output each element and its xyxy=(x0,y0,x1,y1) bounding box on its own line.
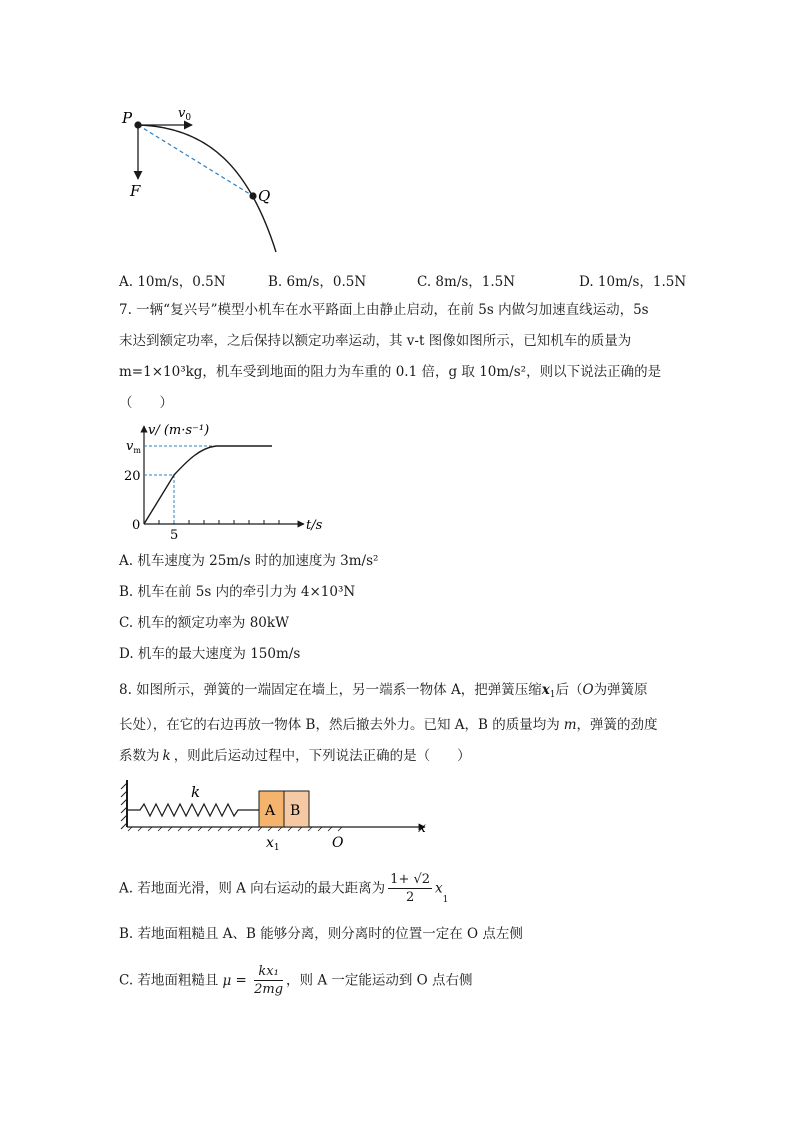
label-origin: 0 xyxy=(132,518,141,533)
q8-line-1: 8. 如图所示，弹簧的一端固定在墙上，另一端系一物体 A，把弹簧压缩$x_1$后（O为弹簧原 xyxy=(119,682,648,700)
chord-dashed xyxy=(138,125,253,196)
block-a-label: A xyxy=(265,803,276,819)
q7-option-d: D. 机车的最大速度为 150m/s xyxy=(119,646,301,662)
trajectory-figure xyxy=(110,95,300,260)
block-b-label: B xyxy=(290,803,301,819)
q6-option-b: B. 6m/s，0.5N xyxy=(268,274,367,290)
q6-option-a: A. 10m/s，0.5N xyxy=(119,274,226,290)
label-x-axis: x xyxy=(418,820,426,836)
fraction-c: $\frac{\text{kx₁}}{2mg}$ xyxy=(254,964,284,997)
q8-line-2: 长处），在它的右边再放一物体 B，然后撤去外力。已知 A，B 的质量均为 m，弹簧的劲度 xyxy=(119,717,658,733)
label-vm: $v_m$ xyxy=(126,439,141,455)
y-axis-label: v/ (m·s⁻¹) xyxy=(148,423,210,438)
q7-line-2: 末达到额定功率，之后保持以额定功率运动，其 v-t 图像如图所示，已知机车的质量为 xyxy=(119,333,632,349)
label-5: 5 xyxy=(170,528,179,543)
vt-graph xyxy=(118,420,338,545)
fraction-a: $\frac{1+ √2}{2}$ xyxy=(390,872,431,905)
label-20: 20 xyxy=(124,469,141,484)
label-f: F xyxy=(130,182,141,200)
label-k: k xyxy=(191,783,201,801)
point-p xyxy=(134,121,141,128)
q8-option-b: B. 若地面粗糙且 A、B 能够分离，则分离时的位置一定在 O 点左侧 xyxy=(119,926,523,942)
q8-option-a: A. 若地面光滑，则 A 向右运动的最大距离为 $\frac{1+ √2}{2}$ $x_1$ xyxy=(119,872,449,905)
trajectory-curve xyxy=(138,125,276,252)
q7-option-b: B. 机车在前 5s 内的牵引力为 4×10³N xyxy=(119,584,356,600)
q8-option-c: C. 若地面粗糙且 μ = $\frac{\text{kx₁}}{2mg}$ ，则 A 一定能运动到 O 点右侧 xyxy=(119,964,473,997)
label-o: O xyxy=(332,835,344,851)
vt-curve xyxy=(144,446,272,524)
q8-line-3: 系数为 k ，则此后运动过程中，下列说法正确的是（ ） xyxy=(119,748,471,764)
label-x1: $x_1$ xyxy=(266,835,280,853)
q7-line-3: m=1×10³kg，机车受到地面的阻力为车重的 0.1 倍，g 取 10m/s²，则以下说法正确的是 xyxy=(119,364,662,380)
q6-option-d: D. 10m/s，1.5N xyxy=(579,274,687,290)
label-q: Q xyxy=(258,187,271,205)
q7-option-a: A. 机车速度为 25m/s 时的加速度为 3m/s² xyxy=(119,553,379,569)
q7-line-1: 7. 一辆“复兴号”模型小机车在水平路面上由静止启动，在前 5s 内做匀加速直线运动，5s xyxy=(119,302,649,318)
spring-figure xyxy=(120,775,440,855)
q7-option-c: C. 机车的额定功率为 80kW xyxy=(119,615,289,631)
spring xyxy=(127,804,259,816)
x-axis-label: t/s xyxy=(306,518,323,533)
q7-bracket: （ ） xyxy=(119,395,173,411)
q6-option-c: C. 8m/s，1.5N xyxy=(417,274,516,290)
label-p: P xyxy=(122,109,133,127)
label-v0: $v_0$ xyxy=(178,106,192,123)
point-q xyxy=(249,192,256,199)
